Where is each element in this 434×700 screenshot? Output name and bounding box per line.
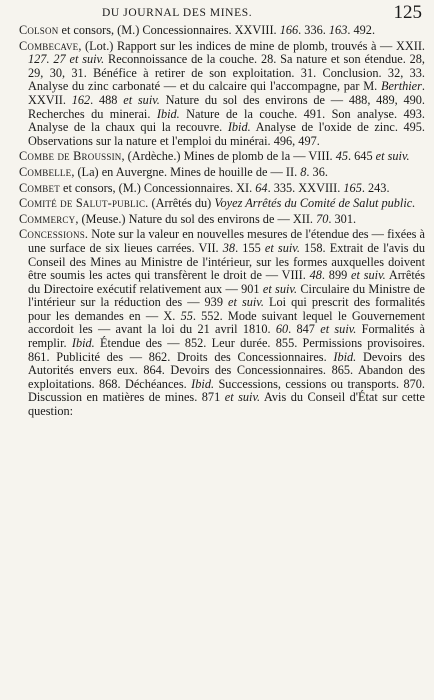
entry-text: Arrêtés du Directoire exécutif relativement aux — 901	[28, 268, 426, 296]
entry-text: Reconnoissance de la couche. 28. Sa nature et son étendue. 28, 29, 30, 31. Bénéfice à retirer de son exploitation. 31. Conclusion. 32, 33. Analyse du zinc carbonaté — et du calcaire qui l'accompagne, par M.	[28, 52, 425, 94]
entry-text: et consors, (M.) Concessionnaires. XI.	[59, 180, 256, 195]
index-entry	[19, 40, 425, 149]
entry-italic-text: 48	[309, 268, 322, 283]
entry-text: . 645	[348, 149, 376, 164]
entry-text: , (Meuse.) Nature du sol des environs de — XII.	[75, 211, 317, 226]
entry-text: , (La) en Auvergne. Mines de houille de — II.	[71, 164, 301, 179]
entry-text: (Arrêtés du)	[148, 196, 215, 211]
index-entry	[19, 24, 425, 38]
index-entry	[19, 197, 425, 211]
entry-italic-text: 45	[335, 149, 348, 164]
entry-headword: Concessions.	[19, 227, 89, 242]
entry-text: Avis du Conseil d'État sur cette question:	[28, 390, 426, 419]
entry-text: et consors, (M.) Concessionnaires. XXVIII.	[58, 23, 280, 37]
entry-text: . 155	[235, 240, 265, 255]
entry-italic-text: 8	[300, 164, 307, 179]
entry-text: Nature de la couche. 491. Son analyse. 493. Analyse de la chaux qui la recouvre.	[28, 106, 425, 135]
entry-text: , (Ardèche.) Mines de plomb de la — VIII.	[121, 149, 336, 164]
entry-italic-text: 166	[279, 23, 299, 37]
index-entry	[19, 182, 425, 196]
entry-headword: Comité de Salut-public.	[19, 196, 149, 211]
entry-headword: Commercy	[19, 211, 76, 226]
entry-text: Formalités à remplir.	[28, 322, 426, 351]
entry-text: Nature du sol des environs de — 488, 489, 490. Recherches du minerai.	[28, 92, 425, 121]
entry-italic-text: 60	[275, 322, 289, 337]
index-entry	[19, 213, 425, 227]
entry-italic-text: 70	[316, 211, 329, 226]
entry-italic-text: Ibid.	[227, 120, 251, 135]
entry-italic-text: 64	[255, 180, 268, 195]
entry-text: . 36.	[306, 164, 328, 179]
entry-headword: Combecave	[19, 38, 79, 53]
entry-text: . 243.	[361, 180, 390, 195]
entry-text: . 492.	[347, 23, 376, 37]
entry-text: , (Lot.) Rapport sur les indices de mine de plomb, trouvés à — XXII.	[78, 38, 425, 53]
entry-italic-text: et suiv.	[375, 149, 410, 164]
entry-italic-text: et suiv.	[228, 295, 264, 310]
entry-text: Loi qui prescrit des formalités pour les demandes en — X.	[28, 295, 426, 323]
entry-italic-text: 55	[180, 308, 193, 323]
page-number: 125	[393, 2, 422, 23]
entry-text: . 335. XXVIII.	[267, 180, 344, 195]
entry-headword: Colson	[19, 23, 59, 37]
page-header	[0, 4, 434, 24]
entry-italic-text: et suiv.	[320, 322, 357, 337]
entry-text: . 336.	[298, 23, 329, 37]
entry-italic-text: Voyez Arrêtés du Comité de Salut public.	[214, 196, 416, 211]
entry-italic-text: Ibid.	[333, 349, 357, 364]
entry-headword: Combet	[19, 180, 60, 195]
entry-italic-text: et suiv.	[264, 240, 300, 255]
entry-text: 158. Extrait de l'avis du Conseil des Mines au Ministre de l'intérieur, sur les formes auxquelles doivent être soumis les actes qui transfèrent le droit de — VIII.	[28, 240, 425, 283]
entry-italic-text: 38	[222, 240, 236, 255]
entry-italic-text: Berthier	[380, 79, 422, 94]
index-entries	[19, 24, 425, 421]
entry-text: Successions, cessions ou transports. 870. Discussion en matières de mines. 871	[28, 376, 425, 405]
entry-italic-text: Ibid.	[156, 106, 180, 121]
entry-italic-text: 162	[71, 92, 91, 107]
index-entry	[19, 166, 425, 180]
entry-text: . XXVII.	[28, 79, 425, 107]
entry-italic-text: et suiv.	[224, 390, 261, 405]
entry-text: . 301.	[328, 211, 357, 226]
entry-italic-text: et suiv.	[123, 92, 160, 107]
entry-text: Analyse de l'oxide de zinc. 495. Observations sur la nature et l'emploi du minérai. 496, 497.	[28, 120, 425, 148]
entry-text: Devoirs des Autorités envers eux. 864. Devoirs des Concessionnaires. 865. Abandon des exploitations. 868. Déchéances.	[28, 349, 425, 391]
entry-italic-text: 163	[328, 23, 348, 37]
entry-text: Étendue des — 852. Leur durée. 855. Permissions provisoires. 861. Publicité des — 862. Droits des Concessionnaires.	[28, 336, 425, 364]
entry-text: . 488	[90, 92, 124, 107]
entry-italic-text: et suiv.	[262, 281, 298, 296]
entry-text: Circulaire du Ministre de l'intérieur sur la réduction des — 939	[28, 281, 425, 310]
entry-italic-text: Ibid.	[71, 336, 95, 351]
entry-text: . 899	[321, 268, 352, 283]
entry-text: . 847	[288, 322, 321, 337]
index-entry	[19, 150, 425, 164]
entry-text: Note sur la valeur en nouvelles mesures de l'étendue des — fixées à une surface de six lieues carrées. VII.	[28, 227, 425, 255]
running-title: DU JOURNAL DES MINES.	[102, 7, 253, 19]
entry-headword: Combelle	[19, 164, 72, 179]
entry-text: . 552. Mode suivant lequel le Gouvernement accordoit les — avant la loi du 21 avril 1810.	[28, 308, 425, 337]
entry-headword: Combe de Broussin	[19, 149, 122, 164]
entry-italic-text: Ibid.	[191, 376, 215, 391]
entry-italic-text: 127. 27 et suiv.	[28, 52, 105, 67]
entry-italic-text: et suiv.	[351, 268, 386, 283]
entry-italic-text: 165	[343, 180, 362, 195]
index-entry	[19, 228, 425, 418]
